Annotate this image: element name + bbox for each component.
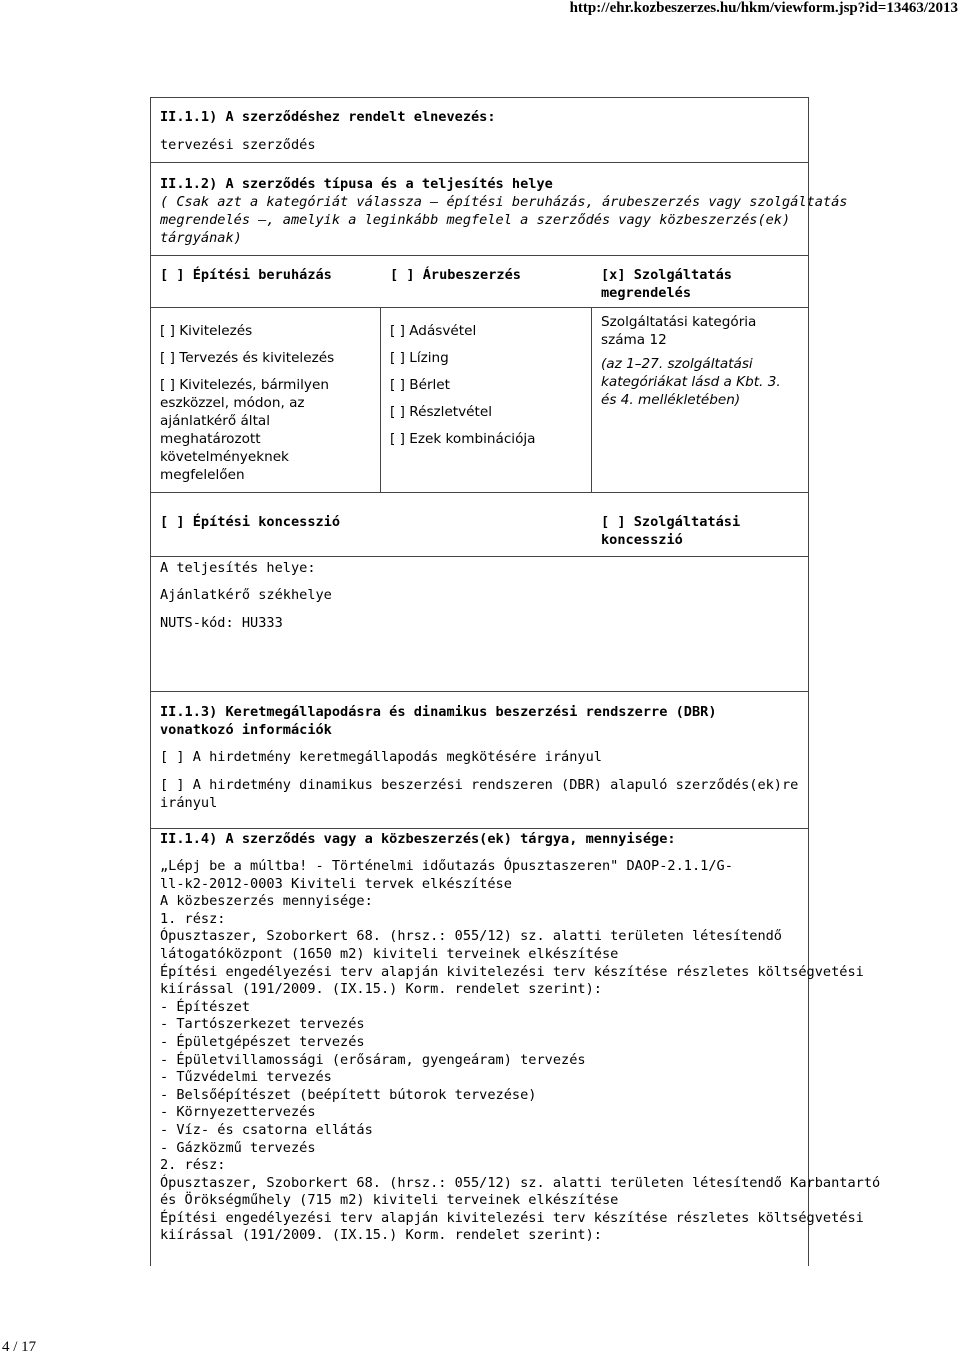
type-title-construction: [ ] Építési beruházás: [160, 267, 332, 283]
divider: [150, 307, 809, 308]
divider: [150, 556, 809, 557]
column-divider: [591, 307, 592, 493]
option-leasing: [ ] Lízing: [390, 350, 449, 366]
nuts-code: NUTS-kód: HU333: [160, 615, 283, 631]
section-heading-114: II.1.4) A szerződés vagy a közbeszerzés(ek) tárgya, mennyisége:: [160, 831, 676, 847]
option-rental: [ ] Bérlet: [390, 377, 450, 393]
option-combination: [ ] Ezek kombinációja: [390, 431, 536, 447]
place-value: Ajánlatkérő székhelye: [160, 587, 332, 603]
service-category: Szolgáltatási kategória száma 12: [601, 314, 757, 348]
type-title-goods: [ ] Árubeszerzés: [390, 267, 521, 283]
dps-option: [ ] A hirdetmény dinamikus beszerzési rendszeren (DBR) alapuló szerződés(ek)re irányul: [160, 777, 799, 811]
option-execution-any-means: [ ] Kivitelezés, bármilyen eszközzel, módon, az ajánlatkérő által meghatározott követelményeknek megfelelően: [160, 377, 329, 483]
column-divider: [380, 307, 381, 493]
section-heading-111: II.1.1) A szerződéshez rendelt elnevezés:: [160, 109, 496, 125]
subject-description: „Lépj be a múltba! - Történelmi időutazás Ópusztaszeren" DAOP-2.1.1/G- ll-k2-2012-0003 Kiviteli tervek elkészítése A közbeszerzés mennyisége: 1. rész: Ópusztaszer, Szoborkert 68. (hrsz.: 055/12) sz. alatti területen létesítendő látogatóközpont (1650 m2) kiviteli terveinek elkészítése Építési engedélyezési terv alapján kivitelezési terv készítése részletes költségvetési kiírással (191/2009. (IX.15.) Korm. rendelet szerint): - Építészet - Tartószerkezet tervezés - Épületgépészet tervezés - Épületvillamossági (erősáram, gyengeáram) tervezés - Tűzvédelmi tervezés - Belsőépítészet (beépített bútorok tervezése) - Környezettervezés - Víz- és csatorna ellátás - Gázközmű tervezés 2. rész: Ópusztaszer, Szoborkert 68. (hrsz.: 055/12) sz. alatti területen létesítendő Karbantartó és Örökségműhely (715 m2) kiviteli terveinek elkészítése Építési engedélyezési terv alapján kivitelezési terv készítése részletes költségvetési kiírással (191/2009. (IX.15.) Korm. rendelet szerint):: [160, 858, 881, 1244]
type-title-services: [x] Szolgáltatás megrendelés: [601, 267, 732, 301]
divider: [150, 255, 809, 256]
section-heading-112: II.1.2) A szerződés típusa és a teljesítés helye: [160, 176, 553, 192]
page-url: http://ehr.kozbeszerzes.hu/hkm/viewform.jsp?id=13463/2013: [569, 0, 958, 16]
concession-services: [ ] Szolgáltatási koncesszió: [601, 514, 741, 548]
section-heading-113: II.1.3) Keretmegállapodásra és dinamikus beszerzési rendszerre (DBR) vonatkozó információk: [160, 704, 717, 738]
goods-options: [390, 322, 585, 457]
instruction-text: ( Csak azt a kategóriát válassza – építési beruházás, árubeszerzés vagy szolgáltatás megrendelés –, amelyik a leginkább megfelel a szerződés vagy közbeszerzés(ek) tárgyának): [160, 194, 848, 246]
page-number: 4 / 17: [2, 1339, 37, 1355]
option-design-execution: [ ] Tervezés és kivitelezés: [160, 350, 335, 366]
framework-option: [ ] A hirdetmény keretmegállapodás megkötésére irányul: [160, 749, 602, 765]
place-label: A teljesítés helye:: [160, 560, 316, 576]
option-purchase: [ ] Adásvétel: [390, 323, 477, 339]
option-hire-purchase: [ ] Részletvétel: [390, 404, 493, 420]
concession-construction: [ ] Építési koncesszió: [160, 514, 341, 530]
construction-options: [160, 322, 375, 484]
option-execution: [ ] Kivitelezés: [160, 323, 253, 339]
divider: [150, 492, 809, 493]
contract-title-value: tervezési szerződés: [160, 137, 316, 153]
service-category-note: (az 1–27. szolgáltatási kategóriákat lásd a Kbt. 3. és 4. mellékletében): [601, 356, 781, 408]
